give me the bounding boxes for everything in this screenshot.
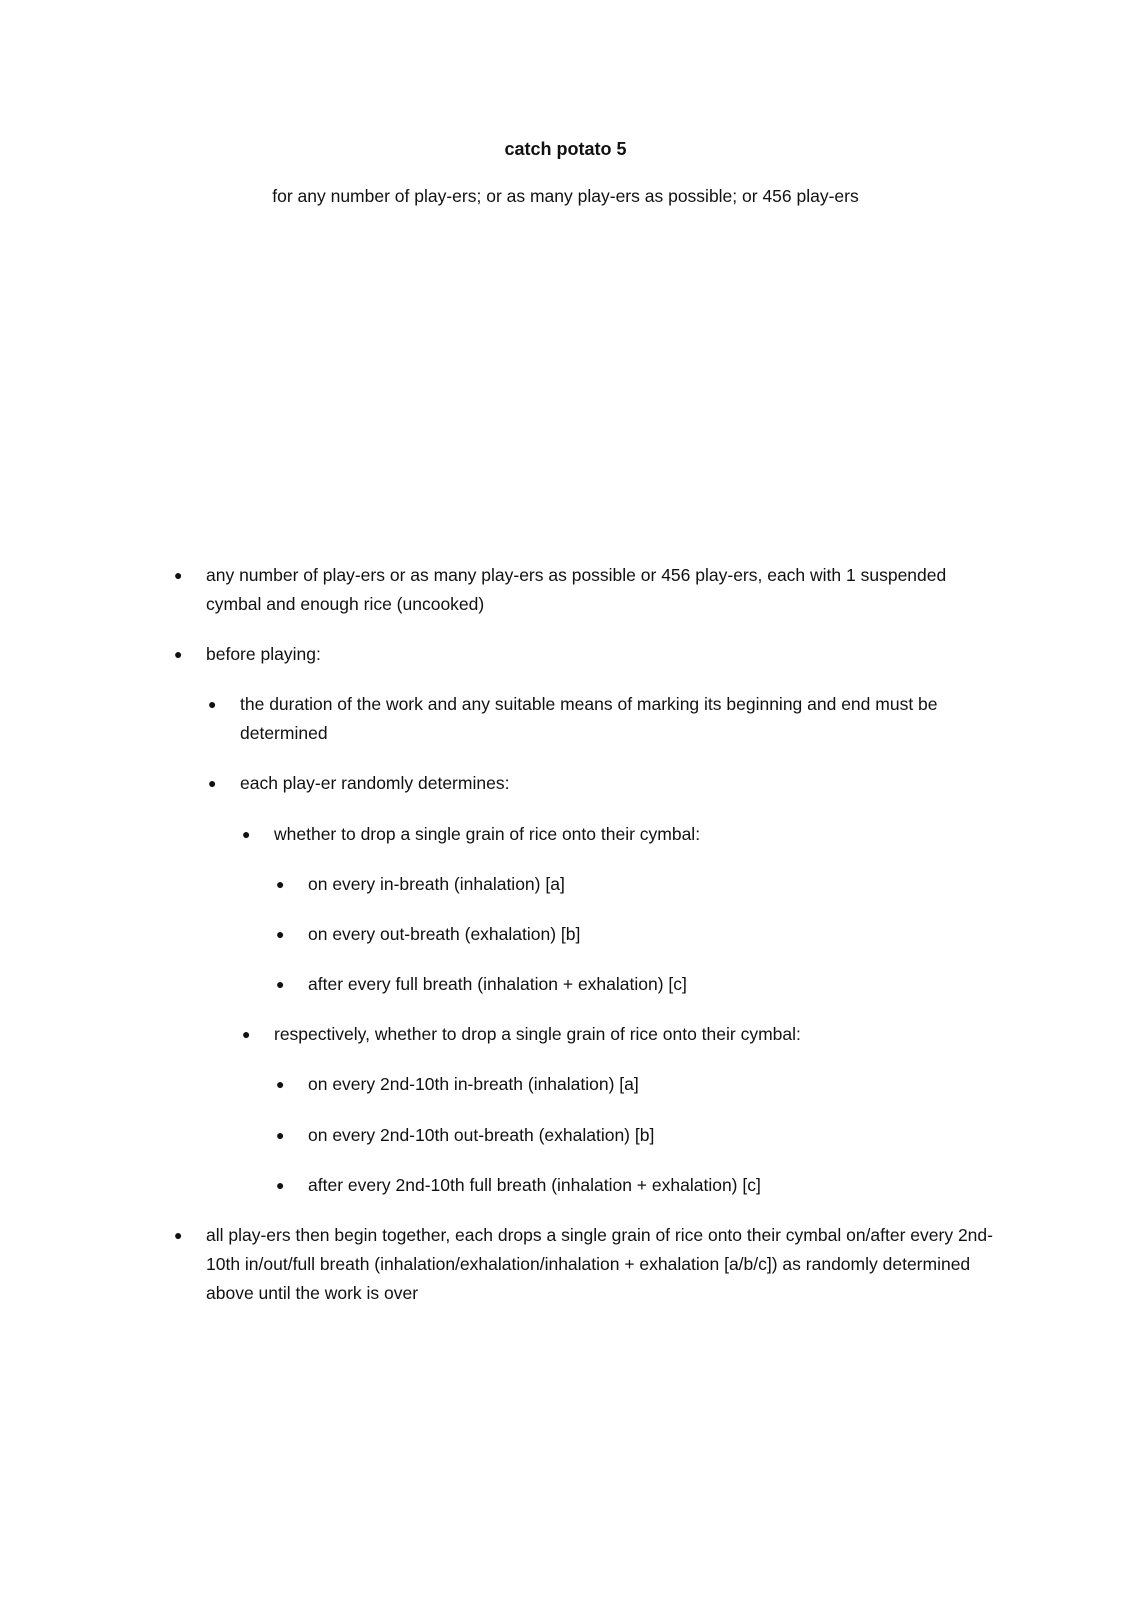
list-item [276,1070,996,1099]
list-item-text: on every 2nd-10th out-breath (exhalation) [b] [308,1125,655,1145]
list-item-text: after every 2nd-10th full breath (inhalation + exhalation) [c] [308,1175,761,1195]
list-item-text: respectively, whether to drop a single grain of rice onto their cymbal: [274,1024,801,1044]
list-item [276,1171,996,1200]
bullet-icon: ● [276,1177,285,1193]
list-item [242,1020,996,1049]
bullet-icon: ● [276,1127,285,1143]
list-item [174,1221,996,1308]
list-item-text: on every out-breath (exhalation) [b] [308,924,581,944]
list-item [276,970,996,999]
list-item [174,640,996,669]
page-title: catch potato 5 [504,139,627,159]
list-item [242,820,996,849]
bullet-icon: ● [174,646,183,662]
page-subtitle: for any number of play-ers; or as many play-ers as possible; or 456 play-ers [272,186,859,206]
bullet-icon: ● [174,567,183,583]
list-item-text: on every in-breath (inhalation) [a] [308,874,565,894]
bullet-icon: ● [242,826,251,842]
list-item-text: any number of play-ers or as many play-ers as possible or 456 play-ers, each with 1 suspended cymbal and enough rice (uncooked) [206,565,947,614]
bullet-icon: ● [276,876,285,892]
list-item-text: each play-er randomly determines: [240,773,510,793]
list-item-text: after every full breath (inhalation + exhalation) [c] [308,974,687,994]
list-item-text: the duration of the work and any suitable means of marking its beginning and end must be determined [240,694,938,743]
list-item [276,920,996,949]
list-item [208,690,996,748]
bullet-icon: ● [208,696,217,712]
list-item-text: all play-ers then begin together, each drops a single grain of rice onto their cymbal on/after every 2nd-10th in/out/full breath (inhalation/exhalation/inhalation + exhalation [a/b/c]) as randomly determined above until the work is over [206,1225,993,1303]
bullet-icon: ● [242,1026,251,1042]
bullet-icon: ● [276,1076,285,1092]
list-item-text: before playing: [206,644,321,664]
bullet-icon: ● [276,976,285,992]
bullet-icon: ● [276,926,285,942]
list-item [276,870,996,899]
list-item-text: whether to drop a single grain of rice onto their cymbal: [274,824,701,844]
bullet-icon: ● [208,775,217,791]
bullet-icon: ● [174,1227,183,1243]
list-item [208,769,996,798]
list-item [276,1121,996,1150]
list-item [174,561,996,619]
list-item-text: on every 2nd-10th in-breath (inhalation) [a] [308,1074,639,1094]
